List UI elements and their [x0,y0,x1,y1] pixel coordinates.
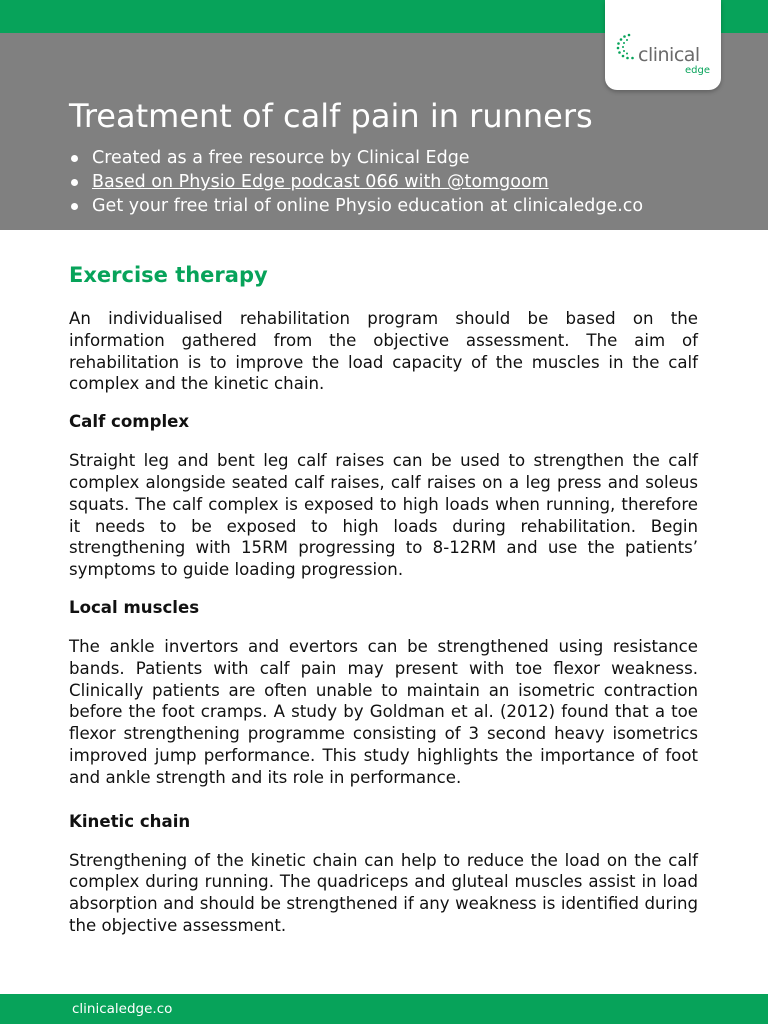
header-bullet-list [69,146,643,218]
subsection-text-calf-complex: Straight leg and bent leg calf raises can be used to strengthen the calf complex alongside seated calf raises, calf raises on a leg press and soleus squats. The calf complex is exposed to high loads when running, therefore it needs to be exposed to high loads during rehabilitation. Begin strengthening with 15RM progressing to 8-12RM and use the patients’ symptoms to guide loading progression. [69,451,698,580]
main-content [69,260,698,937]
subsection-text-kinetic-chain: Strengthening of the kinetic chain can help to reduce the load on the calf complex during running. The quadriceps and gluteal muscles assist in load absorption and should be strengthened if any weakness is identified during the objective assessment. [69,850,698,935]
logo-wordmark: clinical [638,44,700,66]
logo-subtext: edge [685,65,710,76]
intro-paragraph: An individualised rehabilitation program should be based on the information gathered from the objective assessment. The aim of rehabilitation is to improve the load capacity of the muscles in the calf complex and the kinetic chain. [69,309,698,394]
subsection-title-local-muscles: Local muscles [69,597,200,617]
bullet-text: Get your free trial of online Physio education at clinicaledge.co [92,196,644,216]
section-heading: Exercise therapy [69,263,268,287]
bullet-item [69,194,643,218]
footer-url[interactable]: clinicaledge.co [72,1001,173,1017]
subsection-text-local-muscles: The ankle invertors and evertors can be strengthened using resistance bands. Patients with calf pain may present with toe flexor weakness. Clinically patients are often unable to maintain an isometric contraction before the foot cramps. A study by Goldman et al. (2012) found that a toe flexor strengthening programme consisting of 3 second heavy isometrics improved jump performance. This study highlights the importance of foot and ankle strength and its role in performance. [69,636,698,787]
page-title: Treatment of calf pain in runners [69,97,593,135]
bullet-item [69,146,643,170]
podcast-link[interactable]: Based on Physio Edge podcast 066 with @tomgoom [92,172,549,192]
footer-bar [0,994,768,1024]
subsection-title-kinetic-chain: Kinetic chain [69,811,191,831]
subsection-title-calf-complex: Calf complex [69,412,190,432]
bullet-item-podcast-link[interactable] [69,170,643,194]
bullet-text: Created as a free resource by Clinical Edge [92,148,470,168]
logo-tab [605,0,721,90]
